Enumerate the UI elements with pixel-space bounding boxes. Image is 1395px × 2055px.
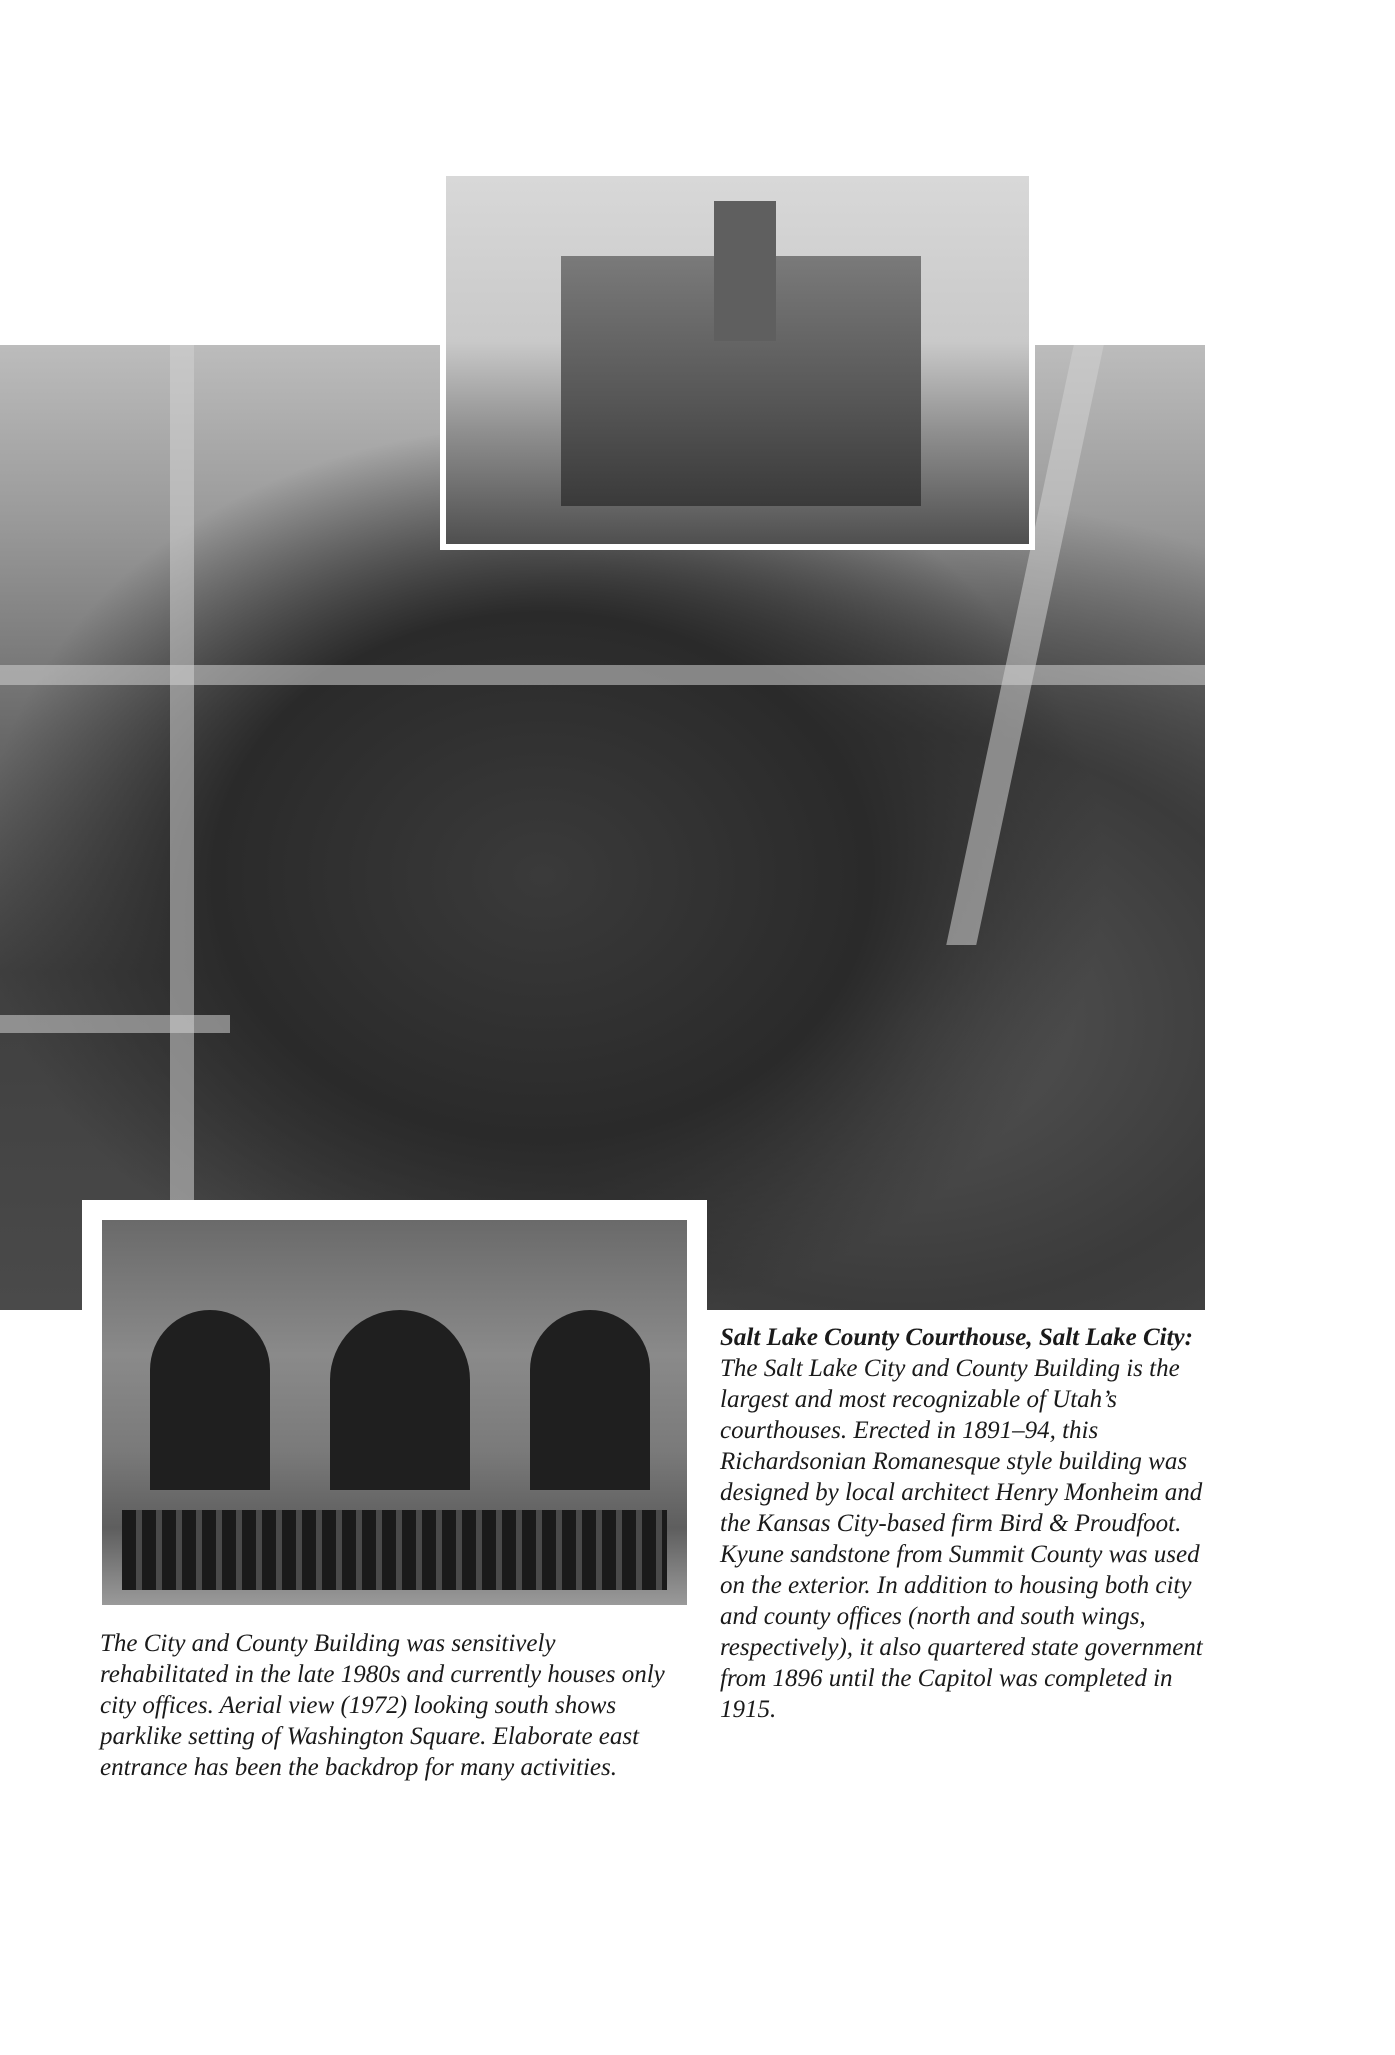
building-photo-image [446,176,1029,544]
photo-caption: The City and County Building was sensitively rehabilitated in the late 1980s and currently houses only city offices. Aerial view (1972) looking south shows parklike setting of Washington Square. Elaborate east entrance has been the backdrop for many activities. [100,1630,665,1781]
courthouse-title: Salt Lake County Courthouse, Salt Lake City: [720,1324,1193,1351]
clock-tower [714,201,776,341]
entrance-photo [82,1200,707,1625]
entrance-photo-image [102,1220,687,1605]
street-line [170,345,194,1310]
courthouse-description [720,1322,1220,1725]
street-line [0,1015,230,1033]
entrance-arch [150,1310,270,1490]
band-group [122,1510,667,1590]
building-photo [440,170,1035,550]
courthouse-description-body: The Salt Lake City and County Building is the largest and most recognizable of Utah’s courthouses. Erected in 1891–94, this Richardsonian Romanesque style building was designed by local architect Henry Monheim and the Kansas City-based firm Bird & Proudfoot. Kyune sandstone from Summit County was used on the exterior. In addition to housing both city and county offices (north and south wings, respectively), it also quartered state government from 1896 until the Capitol was completed in 1915. [720,1355,1203,1723]
entrance-arch [330,1310,470,1490]
entrance-arch [530,1310,650,1490]
